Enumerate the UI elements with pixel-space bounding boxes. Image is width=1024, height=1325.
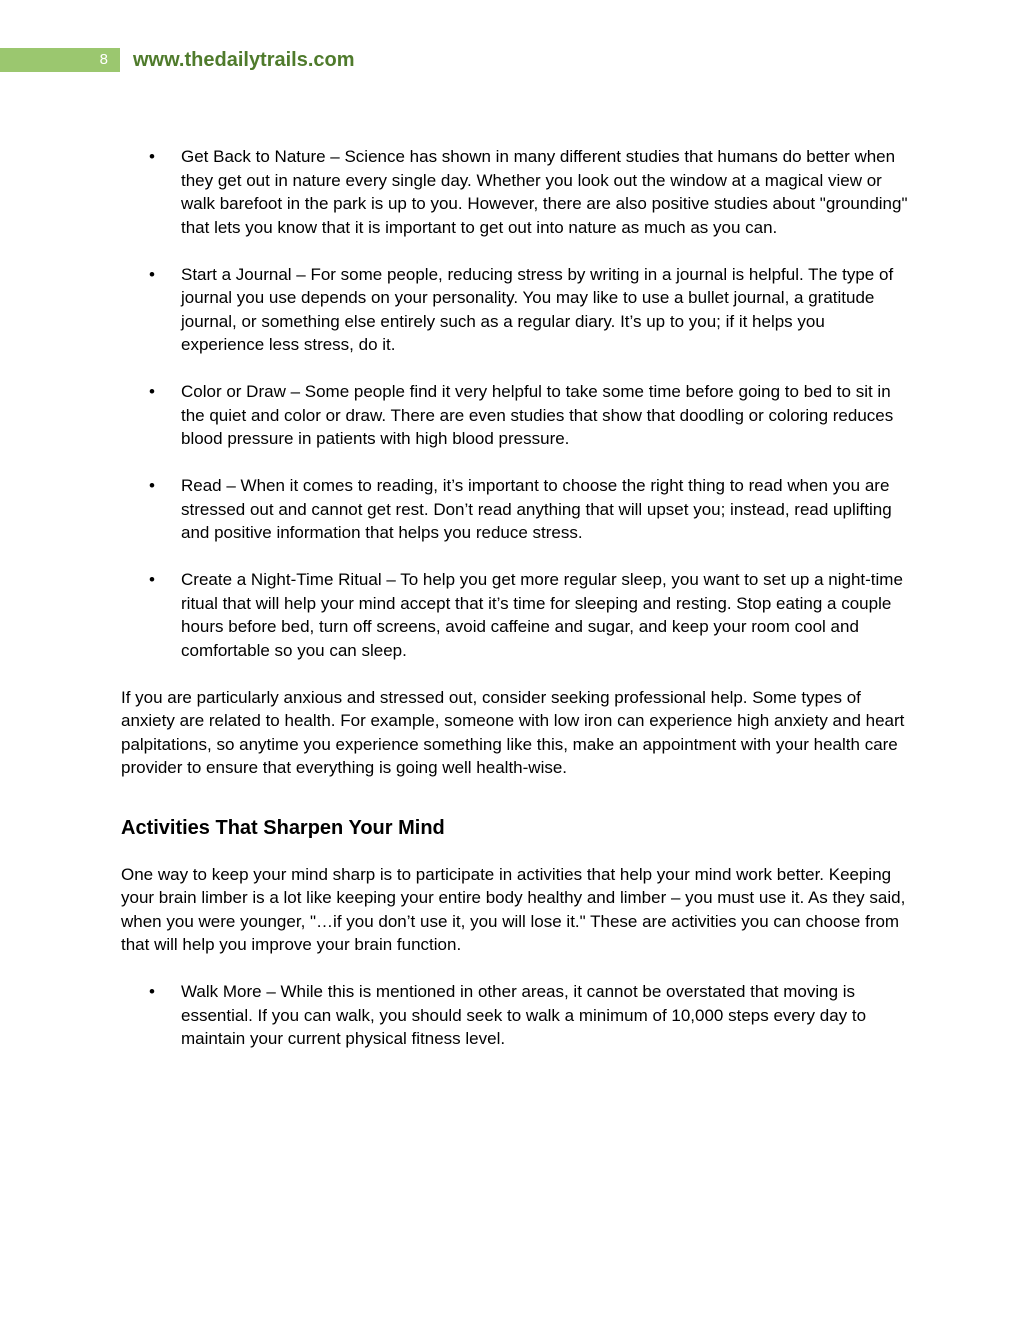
bullet-icon: • xyxy=(149,264,155,284)
list-item-text: Start a Journal – For some people, reducing stress by writing in a journal is helpful. The type of journal you use depends on your personality. You may like to use a bullet journal, a gratitude journal, or something else entirely such as a regular diary. It’s up to you; if it helps you experience less stress, do it. xyxy=(181,264,894,354)
page-content xyxy=(121,145,911,1074)
list-item xyxy=(121,980,911,1051)
professional-help-paragraph: If you are particularly anxious and stressed out, consider seeking professional help. Some types of anxiety are related to health. For example, someone with low iron can experience high anxiety and heart palpitations, so anytime you experience something like this, make an appointment with your health care provider to ensure that everything is going well health-wise. xyxy=(121,687,905,777)
section-heading: Activities That Sharpen Your Mind xyxy=(121,816,445,839)
bullet-icon: • xyxy=(149,476,155,495)
stress-tips-list xyxy=(121,145,911,662)
list-item-text: Color or Draw – Some people find it very helpful to take some time before going to bed to sit in the quiet and color or draw. There are even studies that show that doodling or coloring reduces blood pressure in patients with high blood pressure. xyxy=(181,382,894,448)
list-item-text: Get Back to Nature – Science has shown in many different studies that humans do better when they get out in nature every single day. Whether you look out the window at a magical view or walk barefoot in the park is up to you. However, there are also positive studies about "grounding" that lets you know that it is important to get out into nature as much as you can. xyxy=(181,147,908,237)
list-item xyxy=(121,568,911,662)
bullet-icon: • xyxy=(149,382,155,401)
activities-list xyxy=(121,980,911,1051)
list-item-text: Walk More – While this is mentioned in other areas, it cannot be overstated that moving is essential. If you can walk, you should seek to walk a minimum of 10,000 steps every day to maintain your current physical fitness level. xyxy=(181,982,867,1048)
bullet-icon: • xyxy=(149,570,155,589)
list-item xyxy=(121,145,911,239)
bullet-icon: • xyxy=(149,982,155,1001)
page-number: 8 xyxy=(0,48,120,72)
list-item xyxy=(121,263,911,357)
site-url: www.thedailytrails.com xyxy=(133,49,355,71)
list-item-text: Read – When it comes to reading, it’s important to choose the right thing to read when you are stressed out and cannot get rest. Don’t read anything that will upset you; instead, read uplifting and positive information that helps you reduce stress. xyxy=(181,476,892,542)
bullet-icon: • xyxy=(149,147,155,166)
list-item xyxy=(121,380,911,451)
list-item xyxy=(121,474,911,545)
list-item-text: Create a Night-Time Ritual – To help you get more regular sleep, you want to set up a night-time ritual that will help your mind accept that it’s time for sleeping and resting. Stop eating a couple hours before bed, turn off screens, avoid caffeine and sugar, and keep your room cool and comfortable so you can sleep. xyxy=(181,570,903,660)
intro-paragraph: One way to keep your mind sharp is to participate in activities that help your mind work better. Keeping your brain limber is a lot like keeping your entire body healthy and limber – you must use it. As they said, when you were younger, "…if you don’t use it, you will lose it." These are activities you can choose from that will help you improve your brain function. xyxy=(121,864,906,954)
